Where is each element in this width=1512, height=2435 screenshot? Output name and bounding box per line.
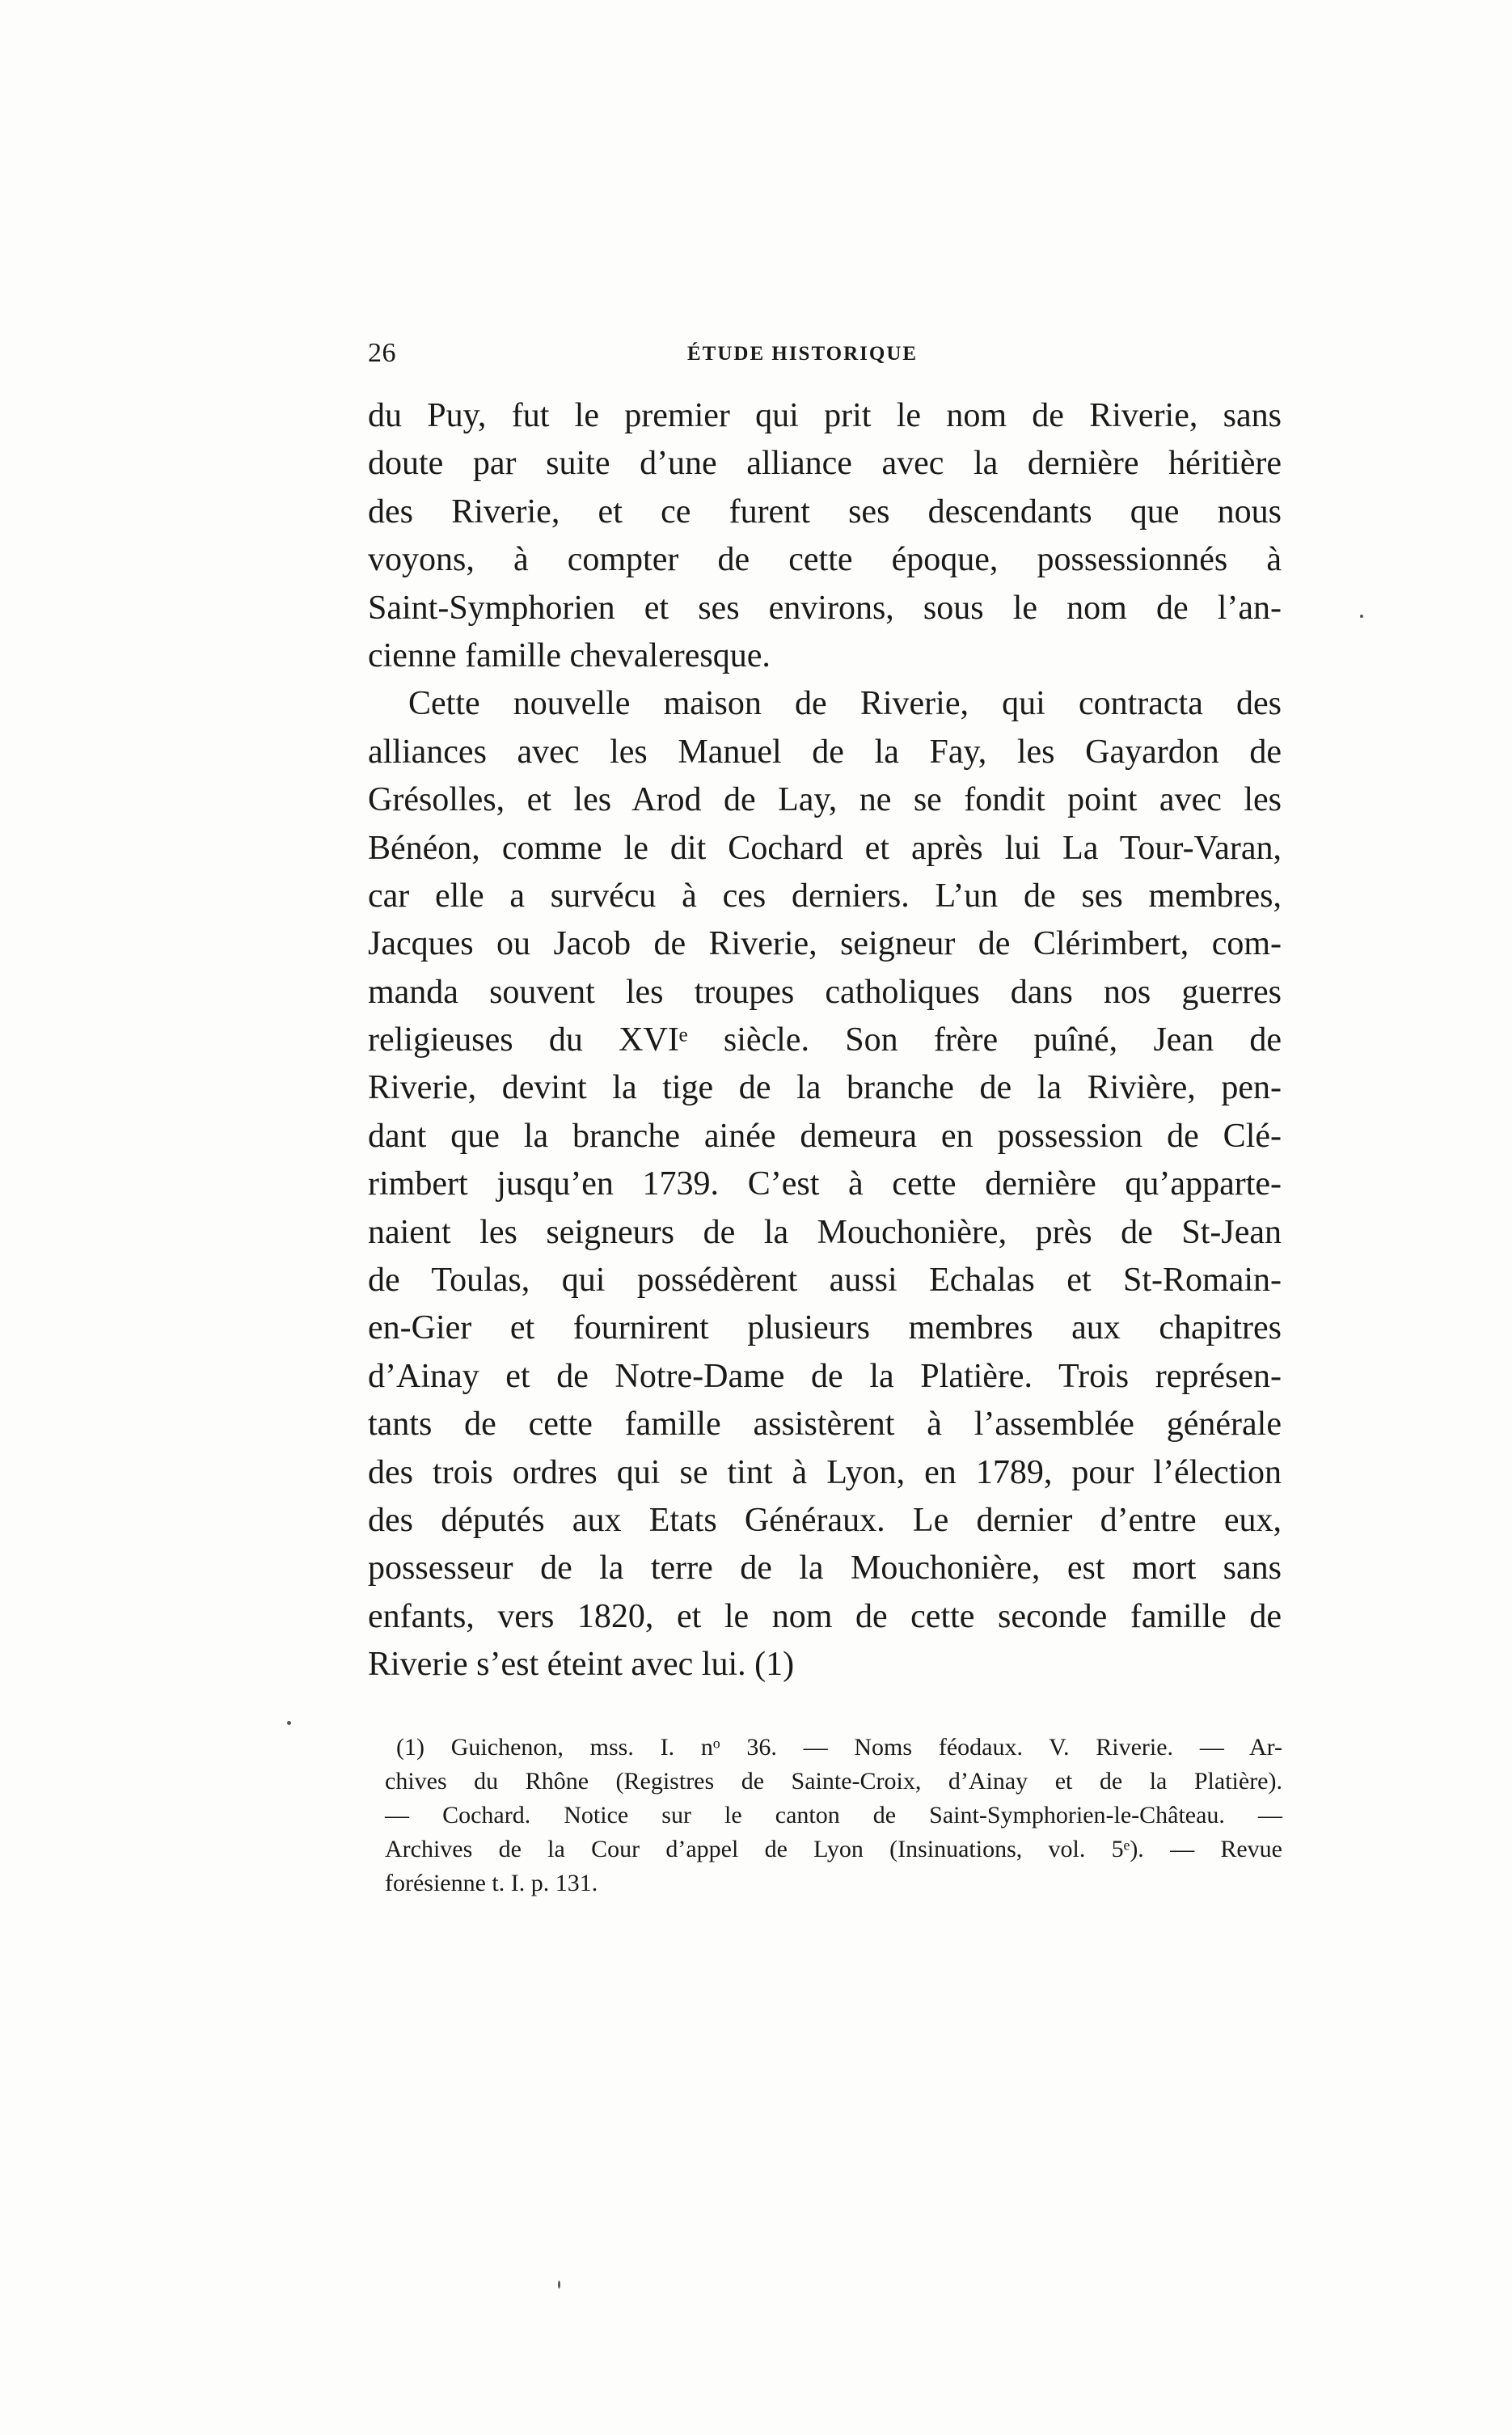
text-line: possesseur de la terre de la Mouchonière, est mort sans <box>368 1549 1282 1587</box>
text-line: voyons, à compter de cette époque, possessionnés à <box>368 541 1282 579</box>
text-line: doute par suite d’une alliance avec la dernière héritière <box>368 445 1282 483</box>
page-number: 26 <box>368 338 396 368</box>
text-line: Saint-Symphorien et ses environs, sous le nom de l’an- <box>368 589 1282 627</box>
footnote-line: Archives de la Cour d’appel de Lyon (Insinuations, vol. 5ᵉ). — Revue <box>385 1836 1282 1862</box>
scan-speck <box>558 2281 560 2289</box>
paragraph-start-line: Cette nouvelle maison de Riverie, qui contracta des <box>408 685 1282 723</box>
text-line: dant que la branche ainée demeura en possession de Clé- <box>368 1117 1282 1155</box>
text-line: rimbert jusqu’en 1739. C’est à cette dernière qu’apparte- <box>368 1165 1282 1203</box>
text-line: d’Ainay et de Notre-Dame de la Platière. Trois représen- <box>368 1357 1282 1395</box>
text-line: du Puy, fut le premier qui prit le nom de Riverie, sans <box>368 397 1282 434</box>
footnotes <box>385 1731 1282 1900</box>
text-line: en-Gier et fournirent plusieurs membres aux chapitres <box>368 1309 1282 1347</box>
footnote-line: — Cochard. Notice sur le canton de Saint-Symphorien-le-Château. — <box>385 1802 1282 1828</box>
body-text <box>368 392 1282 1689</box>
text-line: des députés aux Etats Généraux. Le dernier d’entre eux, <box>368 1501 1282 1539</box>
text-line: Riverie, devint la tige de la branche de la Rivière, pen- <box>368 1069 1282 1107</box>
text-line: religieuses du XVIᵉ siècle. Son frère puîné, Jean de <box>368 1021 1282 1059</box>
text-line: Bénéon, comme le dit Cochard et après lui La Tour-Varan, <box>368 829 1282 867</box>
text-line: cienne famille chevaleresque. <box>368 636 771 674</box>
running-head <box>368 338 1282 378</box>
text-line: Riverie s’est éteint avec lui. (1) <box>368 1646 795 1684</box>
text-line: de Toulas, qui possédèrent aussi Echalas et St-Romain- <box>368 1262 1282 1300</box>
text-line: enfants, vers 1820, et le nom de cette seconde famille de <box>368 1597 1282 1635</box>
text-line: car elle a survécu à ces derniers. L’un de ses membres, <box>368 877 1282 915</box>
running-title: ÉTUDE HISTORIQUE <box>687 343 919 365</box>
text-line: naient les seigneurs de la Mouchonière, près de St-Jean <box>368 1213 1282 1251</box>
text-line: Jacques ou Jacob de Riverie, seigneur de Clérimbert, com- <box>368 925 1282 963</box>
text-line: tants de cette famille assistèrent à l’assemblée générale <box>368 1406 1282 1444</box>
footnote-line: chives du Rhône (Registres de Sainte-Croix, d’Ainay et de la Platière). <box>385 1768 1282 1795</box>
text-line: Grésolles, et les Arod de Lay, ne se fondit point avec les <box>368 781 1282 819</box>
text-line: manda souvent les troupes catholiques dans nos guerres <box>368 973 1282 1011</box>
scan-speck <box>287 1721 291 1725</box>
text-line: alliances avec les Manuel de la Fay, les Gayardon de <box>368 733 1282 771</box>
footnote-line: (1) Guichenon, mss. I. nᵒ 36. — Noms féodaux. V. Riverie. — Ar- <box>396 1734 1282 1761</box>
text-line: des trois ordres qui se tint à Lyon, en 1789, pour l’élection <box>368 1453 1282 1491</box>
scan-speck <box>1360 615 1363 618</box>
text-line: des Riverie, et ce furent ses descendants que nous <box>368 492 1282 531</box>
footnote-line: forésienne t. I. p. 131. <box>385 1870 598 1896</box>
